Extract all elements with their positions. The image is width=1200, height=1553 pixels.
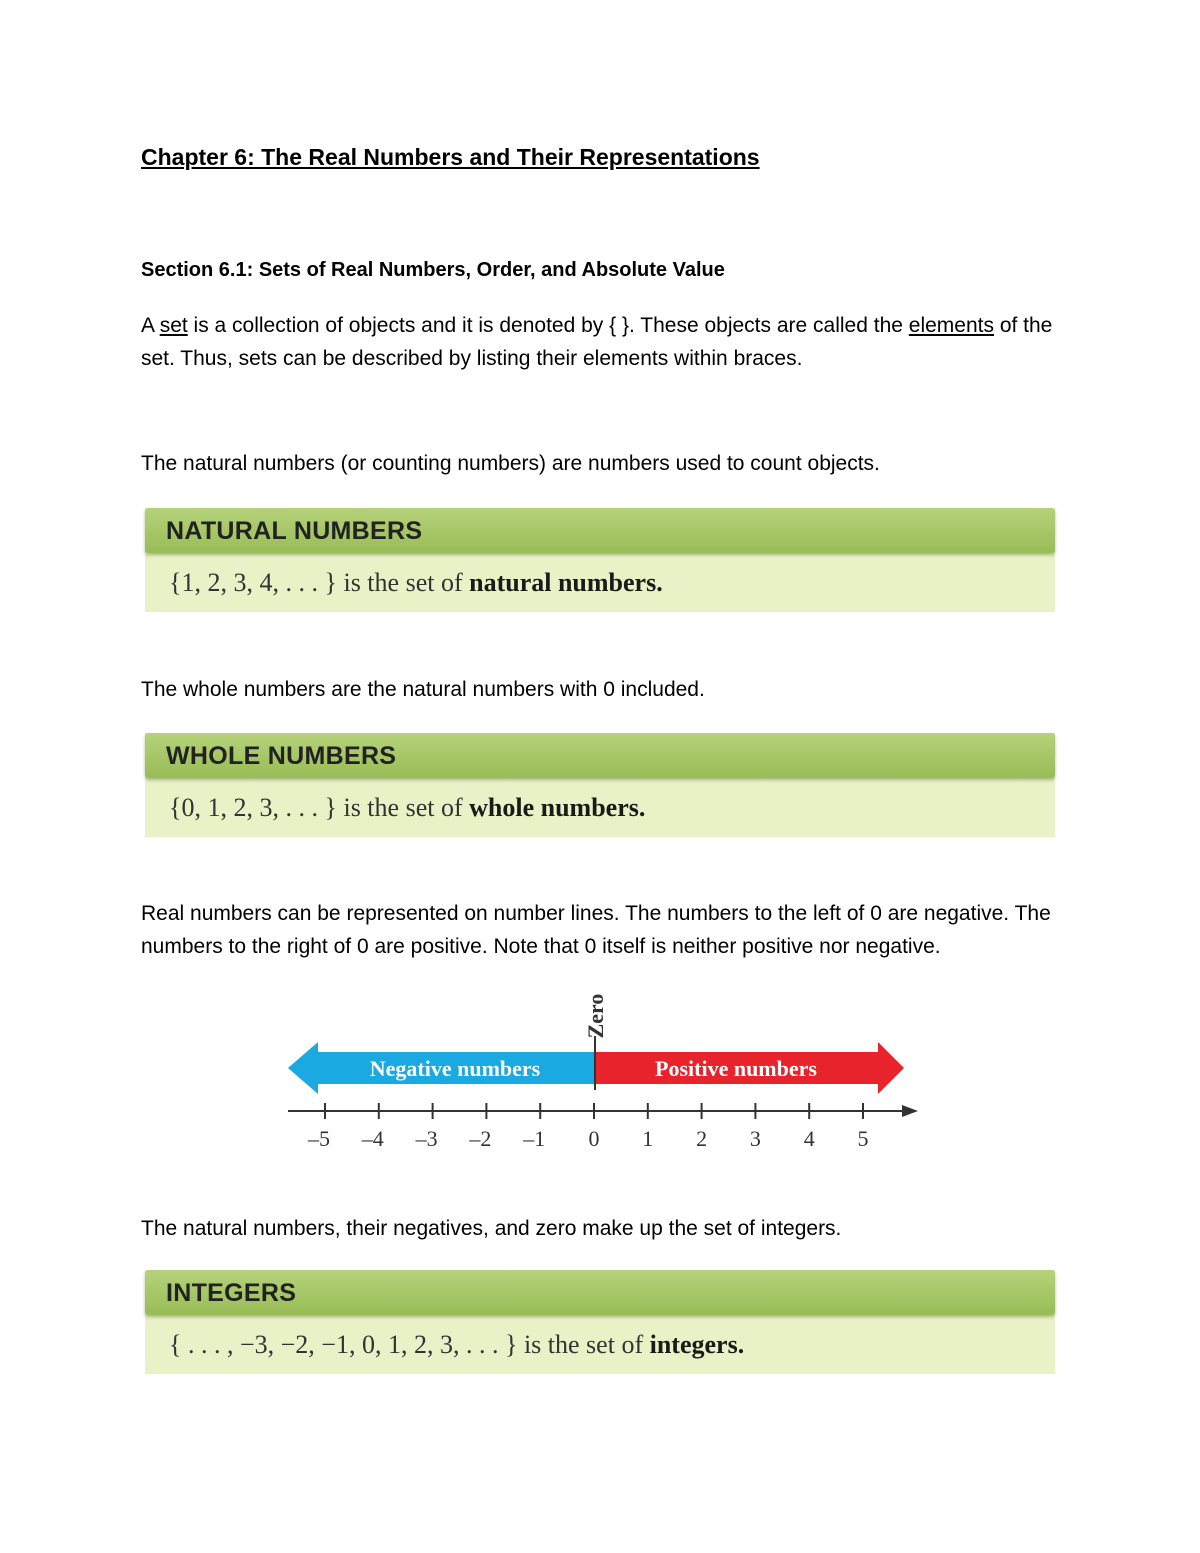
natural-numbers-heading: NATURAL NUMBERS [145,508,1055,553]
integers-paragraph: The natural numbers, their negatives, and zero make up the set of integers. [141,1217,842,1240]
whole-numbers-definition [145,778,1055,837]
tick-label: –5 [308,1126,330,1151]
tick-label: –3 [415,1126,438,1151]
natural-numbers-paragraph: The natural numbers (or counting numbers) are numbers used to count objects. [141,452,880,475]
axis-arrowhead [902,1105,918,1117]
set-definition-paragraph [141,309,1061,375]
whole-numbers-set: {0, 1, 2, 3, . . . } [169,793,337,822]
integers-term: integers. [649,1330,745,1359]
tick-label: –4 [361,1126,384,1151]
integers-box [145,1270,1055,1374]
set-definition-text-2: is a collection of objects and it is denoted by { }. These objects are called the [187,314,909,337]
tick-label: 4 [803,1126,815,1151]
tick-label: –2 [469,1126,492,1151]
set-definition-text-1: A [141,314,160,337]
term-set: set [159,314,188,337]
natural-numbers-term: natural numbers. [469,568,663,597]
whole-numbers-term: whole numbers. [469,793,646,822]
tick-label: 1 [642,1126,654,1151]
number-line-figure [0,980,1200,1160]
tick-label: 2 [696,1126,708,1151]
natural-numbers-box [145,508,1055,612]
natural-numbers-definition [145,553,1055,612]
integers-middle: is the set of [517,1330,650,1359]
natural-numbers-set: {1, 2, 3, 4, . . . } [169,568,337,597]
integers-set: { . . . , −3, −2, −1, 0, 1, 2, 3, . . . } [169,1330,518,1359]
integers-heading: INTEGERS [145,1270,1055,1315]
term-elements: elements [908,314,994,337]
zero-label: Zero [583,993,608,1039]
tick-label: 3 [749,1126,761,1151]
section-title: Section 6.1: Sets of Real Numbers, Order, and Absolute Value [141,259,725,281]
whole-numbers-box [145,733,1055,837]
tick-label: 5 [857,1126,869,1151]
chapter-title: Chapter 6: The Real Numbers and Their Representations [141,144,760,170]
whole-numbers-heading: WHOLE NUMBERS [145,733,1055,778]
set-definition-text-3: of the set. Thus, sets can be described by listing their elements within braces. [141,314,1053,370]
natural-numbers-middle: is the set of [336,568,470,597]
tick-label: 0 [588,1126,600,1151]
integers-definition [145,1315,1055,1374]
positive-numbers-label: Positive numbers [655,1056,817,1081]
negative-numbers-label: Negative numbers [369,1056,541,1081]
whole-numbers-middle: is the set of [336,793,470,822]
number-line-paragraph: Real numbers can be represented on number lines. The numbers to the left of 0 are negative. The numbers to the right of 0 are positive. Note that 0 itself is neither positive nor negative. [141,902,1051,958]
whole-numbers-paragraph: The whole numbers are the natural numbers with 0 included. [141,678,705,701]
tick-label: –1 [523,1126,546,1151]
